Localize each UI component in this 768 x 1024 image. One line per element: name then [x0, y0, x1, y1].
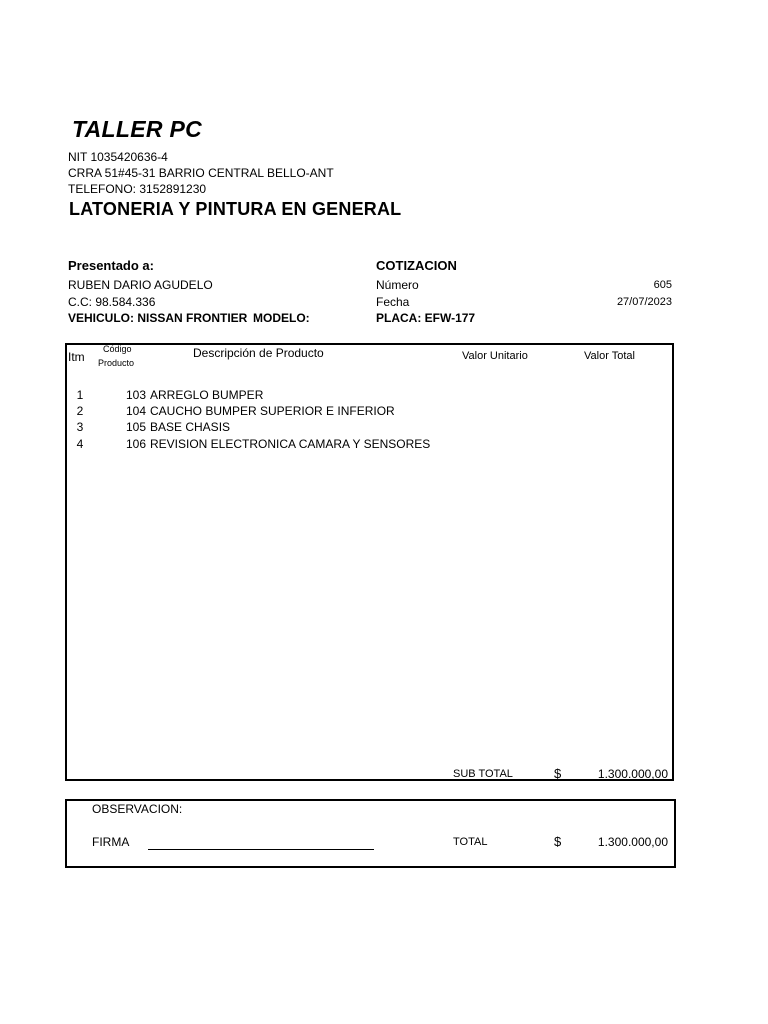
quote-title: COTIZACION [376, 258, 457, 273]
total-currency: $ [554, 834, 562, 849]
row-description: ARREGLO BUMPER [150, 388, 264, 402]
row-item: 3 [76, 420, 84, 434]
header-item: Itm [68, 350, 85, 364]
company-address: CRRA 51#45-31 BARRIO CENTRAL BELLO-ANT [68, 166, 334, 180]
row-description: CAUCHO BUMPER SUPERIOR E INFERIOR [150, 404, 395, 418]
row-description: REVISION ELECTRONICA CAMARA Y SENSORES [150, 437, 431, 451]
client-model-label: MODELO: [253, 311, 310, 325]
quote-number-label: Número [376, 278, 419, 292]
row-description: BASE CHASIS [150, 420, 231, 434]
client-id: C.C: 98.584.336 [68, 295, 156, 309]
subtotal-label: SUB TOTAL [453, 768, 513, 780]
quote-number-value: 605 [653, 279, 672, 291]
subtotal-value: 1.300.000,00 [597, 767, 668, 781]
company-tagline: LATONERIA Y PINTURA EN GENERAL [69, 199, 402, 219]
row-item: 2 [76, 404, 84, 418]
row-code: 103 [125, 388, 146, 402]
row-item: 1 [76, 388, 84, 402]
company-nit: NIT 1035420636-4 [68, 150, 168, 164]
header-unit-value: Valor Unitario [462, 350, 528, 362]
total-label: TOTAL [453, 836, 488, 848]
header-code-line1: Código [103, 344, 132, 354]
row-code: 104 [125, 404, 146, 418]
company-name: TALLER PC [72, 116, 203, 142]
presented-to-label: Presentado a: [68, 258, 154, 273]
row-item: 4 [76, 437, 84, 451]
signature-line [148, 849, 374, 850]
subtotal-currency: $ [554, 766, 562, 781]
quote-date-label: Fecha [376, 295, 410, 309]
header-code-line2: Producto [98, 358, 135, 368]
header-total-value: Valor Total [584, 350, 635, 362]
quote-date-value: 27/07/2023 [616, 296, 672, 308]
observation-label: OBSERVACION: [92, 802, 183, 816]
client-vehicle: VEHICULO: NISSAN FRONTIER [68, 311, 248, 325]
client-name: RUBEN DARIO AGUDELO [68, 278, 213, 292]
vehicle-plate: PLACA: EFW-177 [376, 311, 476, 325]
company-phone: TELEFONO: 3152891230 [68, 182, 207, 196]
header-description: Descripción de Producto [193, 346, 324, 360]
total-value: 1.300.000,00 [597, 835, 668, 849]
signature-label: FIRMA [92, 835, 130, 849]
row-code: 106 [125, 437, 146, 451]
row-code: 105 [125, 420, 146, 434]
